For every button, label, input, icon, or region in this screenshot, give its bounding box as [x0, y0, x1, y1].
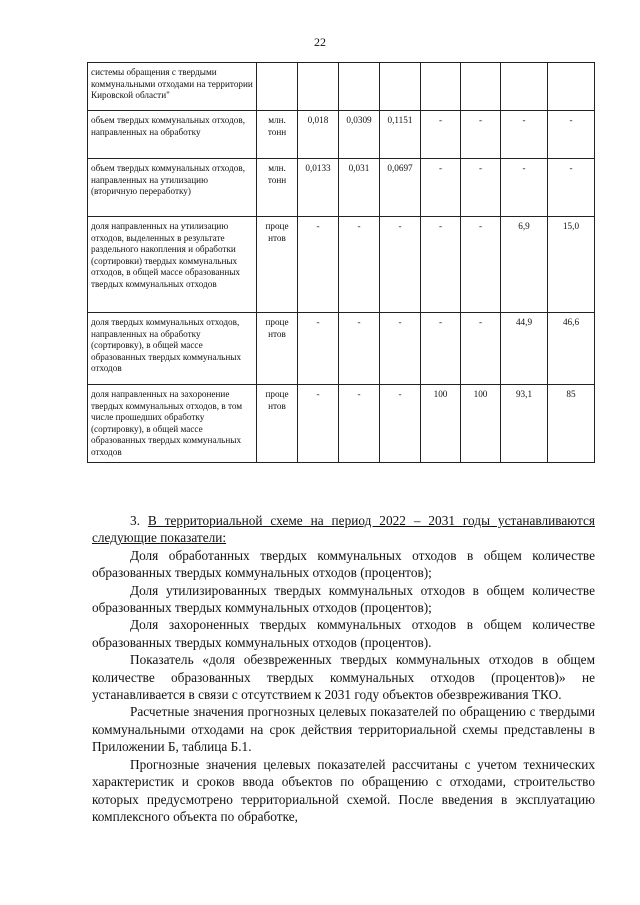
- indicator-value: -: [298, 385, 339, 463]
- indicator-value: -: [339, 217, 380, 313]
- indicator-unit: проце нтов: [257, 313, 298, 385]
- indicator-value: -: [339, 313, 380, 385]
- indicator-unit: проце нтов: [257, 217, 298, 313]
- indicator-value: -: [548, 159, 595, 217]
- indicator-value: [461, 63, 501, 111]
- indicator-unit: млн. тонн: [257, 111, 298, 159]
- table-row: [88, 159, 595, 217]
- indicator-value: -: [461, 313, 501, 385]
- table-row: [88, 385, 595, 463]
- paragraph-landfilled-share: Доля захороненных твердых коммунальных отходов в общем количестве образованных твердых коммунальных отходов (процентов).: [92, 617, 595, 650]
- indicator-value: -: [380, 385, 421, 463]
- indicators-table: [87, 62, 595, 463]
- indicator-value: -: [298, 217, 339, 313]
- indicator-value: 44,9: [501, 313, 548, 385]
- indicator-unit: проце нтов: [257, 385, 298, 463]
- indicator-value: 0,0697: [380, 159, 421, 217]
- indicator-value: [501, 63, 548, 111]
- paragraph-processed-share: Доля обработанных твердых коммунальных отходов в общем количестве образованных твердых коммунальных отходов (процентов);: [92, 547, 595, 581]
- indicator-value: -: [298, 313, 339, 385]
- indicator-value: -: [548, 111, 595, 159]
- indicator-value: 85: [548, 385, 595, 463]
- indicator-name: доля направленных на захоронение твердых коммунальных отходов, в том числе прошедших обработку (сортировку), в общей массе образованных твердых коммунальных отходов: [88, 385, 257, 463]
- paragraph-forecast-basis: Прогнозные значения целевых показателей рассчитаны с учетом технических характеристик и сроков ввода объектов по обращению с отходами, строительство которых предусмотрено территориальной схемой. После введения в эксплуатацию комплексного объекта по обработке,: [92, 756, 595, 824]
- indicator-value: [380, 63, 421, 111]
- indicator-value: -: [501, 159, 548, 217]
- indicator-value: 100: [461, 385, 501, 463]
- indicator-value: -: [421, 159, 461, 217]
- indicator-value: -: [501, 111, 548, 159]
- table-row: [88, 63, 595, 111]
- indicator-value: -: [461, 217, 501, 313]
- indicator-value: 0,031: [339, 159, 380, 217]
- table-row: [88, 111, 595, 159]
- indicator-value: 100: [421, 385, 461, 463]
- indicator-value: -: [421, 217, 461, 313]
- page-number: 22: [314, 35, 326, 49]
- indicator-value: [339, 63, 380, 111]
- indicator-unit: [257, 63, 298, 111]
- indicator-name: объем твердых коммунальных отходов, направленных на утилизацию (вторичную переработку): [88, 159, 257, 217]
- indicator-value: [548, 63, 595, 111]
- indicator-unit: млн. тонн: [257, 159, 298, 217]
- table-row: [88, 217, 595, 313]
- indicator-value: [421, 63, 461, 111]
- indicator-name: системы обращения с твердыми коммунальными отходами на территории Кировской области": [88, 63, 257, 111]
- indicator-value: 93,1: [501, 385, 548, 463]
- indicator-value: 15,0: [548, 217, 595, 313]
- indicator-name: доля направленных на утилизацию отходов, выделенных в результате раздельного накопления и обработки (сортировки) твердых коммунальных отходов, в общей массе образованных твердых коммунальных отходов: [88, 217, 257, 313]
- paragraph-recycled-share: Доля утилизированных твердых коммунальных отходов в общем количестве образованных твердых коммунальных отходов (процентов);: [92, 582, 595, 616]
- indicator-value: 0,1151: [380, 111, 421, 159]
- body-text: [92, 512, 595, 825]
- indicator-name: объем твердых коммунальных отходов, направленных на обработку: [88, 111, 257, 159]
- indicator-value: -: [421, 313, 461, 385]
- paragraph-neutralized-note: Показатель «доля обезвреженных твердых коммунальных отходов в общем количестве образованных твердых коммунальных отходов (процентов)» не устанавливается в связи с отсутствием к 2031 году объектов обезвреживания ТКО.: [92, 652, 595, 703]
- targets-intro-underlined: В территориальной схеме на период 2022 – 2031 годы устанавливаются следующие показатели:: [92, 513, 595, 546]
- indicator-value: 46,6: [548, 313, 595, 385]
- indicator-name: доля твердых коммунальных отходов, направленных на обработку (сортировку), в общей массе образованных твердых коммунальных отходов: [88, 313, 257, 385]
- indicator-value: -: [380, 313, 421, 385]
- paragraph-targets-intro: [92, 512, 595, 547]
- indicator-value: -: [461, 111, 501, 159]
- indicator-value: -: [380, 217, 421, 313]
- indicator-value: -: [461, 159, 501, 217]
- indicator-value: 0,0309: [339, 111, 380, 159]
- indicator-value: 0,018: [298, 111, 339, 159]
- indicator-value: [298, 63, 339, 111]
- indicator-value: 0,0133: [298, 159, 339, 217]
- indicator-value: -: [421, 111, 461, 159]
- indicator-value: -: [339, 385, 380, 463]
- paragraph-number: 3.: [130, 513, 148, 528]
- paragraph-forecast-values: Расчетные значения прогнозных целевых показателей по обращению с твердыми коммунальными отходами на срок действия территориальной схемы представлены в Приложении Б, таблица Б.1.: [92, 704, 595, 755]
- indicator-value: 6,9: [501, 217, 548, 313]
- table-row: [88, 313, 595, 385]
